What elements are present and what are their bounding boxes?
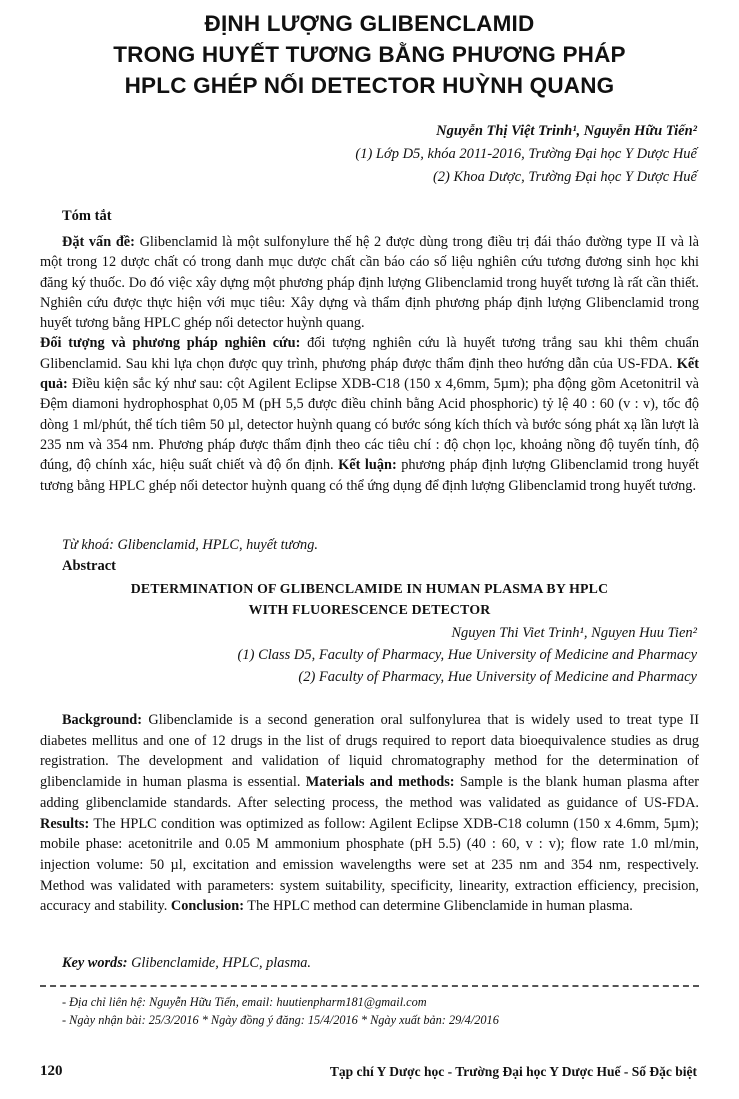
english-title-line-1: DETERMINATION OF GLIBENCLAMIDE IN HUMAN PLASMA BY HPLC [130, 581, 609, 596]
en-background-text: Glibenclamide is a second generation oral sulfonylurea that is widely used to treat type II diabetes mellitus and one of 12 drugs in the list of drugs required to report data bioequivalence studies as drug registration. The development and validation of liquid chromatography method for the determination of glibenclamide in human plasma is essential. [40, 712, 699, 791]
title-line-1: ĐỊNH LƯỢNG GLIBENCLAMID [204, 11, 535, 36]
affiliation-1-vn: (1) Lớp D5, khóa 2011-2016, Trường Đại học Y Dược Huế [355, 146, 697, 162]
author-names-vn: Nguyễn Thị Việt Trinh¹, Nguyễn Hữu Tiến² [436, 123, 697, 139]
journal-footer: Tạp chí Y Dược học - Trường Đại học Y Dược Huế - Số Đặc biệt [329, 1064, 697, 1079]
keywords-en-text: Glibenclamide, HPLC, plasma. [127, 955, 311, 971]
authors-vietnamese [355, 120, 697, 189]
abstract-vn-heading: Tóm tắt [62, 208, 112, 224]
footnote-contact: - Địa chỉ liên hệ: Nguyễn Hữu Tiến, email: huutienpharm181@gmail.com [62, 995, 427, 1009]
author-names-en: Nguyen Thi Viet Trinh¹, Nguyen Huu Tien² [451, 625, 697, 641]
title-line-3: HPLC GHÉP NỐI DETECTOR HUỲNH QUANG [124, 73, 615, 98]
keywords-vn: Từ khoá: Glibenclamid, HPLC, huyết tương. [62, 537, 318, 553]
affiliation-1-en: (1) Class D5, Faculty of Pharmacy, Hue University of Medicine and Pharmacy [237, 647, 697, 663]
en-methods-label: Materials and methods: [300, 774, 455, 791]
title-line-2: TRONG HUYẾT TƯƠNG BẰNG PHƯƠNG PHÁP [113, 42, 626, 67]
en-background-label: Background: [62, 712, 142, 728]
en-conclusion-text: The HPLC method can determine Glibenclamide in human plasma. [243, 898, 633, 915]
vn-results-label: Kết quả: [40, 355, 699, 393]
page-number: 120 [40, 1063, 63, 1079]
abstract-en-body [40, 710, 699, 917]
vn-background-label: Đặt vấn đề: [62, 234, 135, 250]
footnote-divider [40, 985, 699, 987]
keywords-en [62, 955, 311, 972]
vn-methods-label: Đối tượng và phương pháp nghiên cứu: [40, 335, 301, 352]
en-methods-text: Sample is the blank human plasma after adding glibenclamide standards. After selecting process, the method was validated as guidance of US-FDA. [40, 774, 699, 811]
affiliation-2-en: (2) Faculty of Pharmacy, Hue University of Medicine and Pharmacy [298, 669, 697, 685]
footnote-dates: - Ngày nhận bài: 25/3/2016 * Ngày đồng ý đăng: 15/4/2016 * Ngày xuất bản: 29/4/2016 [62, 1013, 499, 1027]
vn-background-text: Glibenclamid là một sulfonylure thế hệ 2 được dùng trong điều trị đái tháo đường type II và là một trong 12 dược chất có trong danh mục dược chất cần báo cáo số liệu nghiên cứu tương đương sinh học khi đăng ký thuốc. Do đó việc xây dựng một phương pháp định lượng Glibenclamid trong huyết tương là rất cần thiết. Nghiên cứu được thực hiện với mục tiêu: Xây dựng và thẩm định phương pháp định lượng Glibenclamid trong huyết tương bằng HPLC ghép nối detector huỳnh quang. [40, 234, 699, 332]
en-results-label: Results: [40, 815, 90, 832]
english-title-line-2: WITH FLUORESCENCE DETECTOR [248, 602, 491, 617]
abstract-en-heading: Abstract [62, 558, 116, 574]
affiliation-2-vn: (2) Khoa Dược, Trường Đại học Y Dược Huế [432, 169, 697, 185]
keywords-en-label: Key words: [62, 955, 128, 971]
footnotes [62, 993, 499, 1029]
vn-results-text: Điều kiện sắc ký như sau: cột Agilent Eclipse XDB-C18 (150 x 4,6mm, 5µm); pha động gồm Acetonitril và Đệm diamoni hydrophosphat 0,05 M (pH 5,5 được điều chỉnh bằng Acid phosphoric) tỷ lệ 40 : 60 (v : v), tốc độ dòng 1 ml/phút, thể tích tiêm 50 µl, detector huỳnh quang có bước sóng kích thích và bước sóng phát xạ lần lượt là 235 nm và 354 nm. Phương pháp được thẩm định theo các tiêu chí : độ chọn lọc, khoảng nồng độ tuyến tính, độ đúng, độ chính xác, hiệu suất chiết và độ ổn định. [40, 376, 699, 474]
authors-english [238, 622, 697, 688]
vn-methods-text: đối tượng nghiên cứu là huyết tương trắng sau khi thêm chuẩn Glibenclamid. Sau khi lựa chọn được quy trình, phương pháp được thẩm định theo hướng dẫn của US-FDA. [40, 335, 699, 372]
abstract-vn-body [40, 232, 699, 496]
paper-title [40, 8, 699, 101]
english-title [40, 578, 699, 620]
vn-conclusion-label: Kết luận: [333, 457, 397, 474]
en-conclusion-label: Conclusion: [167, 898, 244, 915]
en-results-text: The HPLC condition was optimized as follow: Agilent Eclipse XDB-C18 column (150 x 4.6mm, 5µm); mobile phase: acetonitrile and 0.05 M ammonium phosphate (pH 5.5) (40 : 60, v : v); flow rate 1.0 ml/min, injection volume: 50 µl, excitation and emission wavelengths were set at 235 nm and 354 nm, respectively. Method was validated with parameters: system suitability, specificity, linearity, extraction efficiency, precision, accuracy and stability. [40, 815, 699, 915]
vn-conclusion-text: phương pháp định lượng Glibenclamid trong huyết tương bằng HPLC ghép nối detector huỳnh quang có thể ứng dụng để định lượng Glibenclamid trong huyết tương. [40, 457, 699, 494]
